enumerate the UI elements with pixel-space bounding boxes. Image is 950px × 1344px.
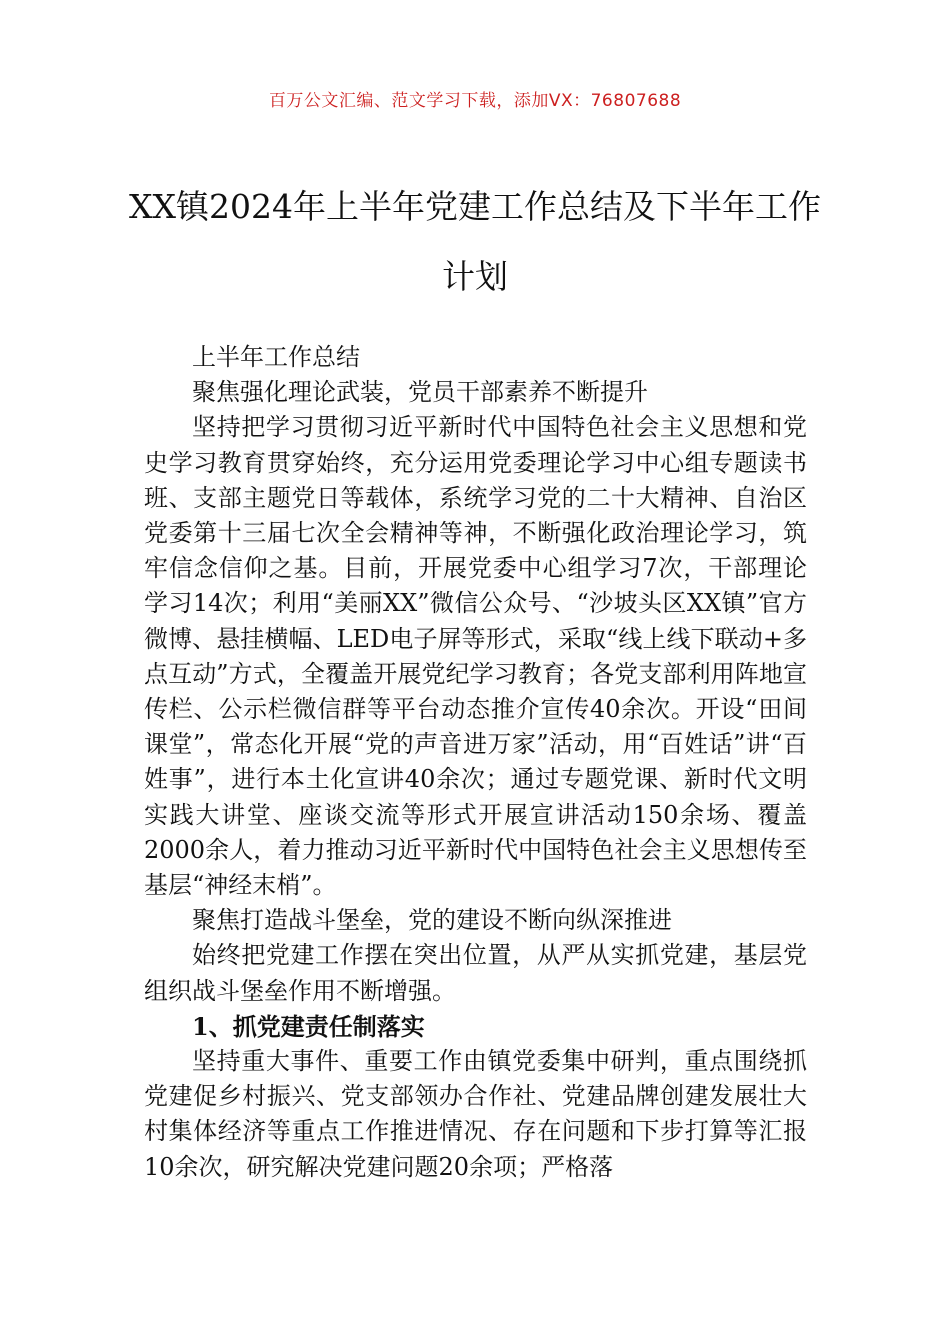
body-paragraph: 始终把党建工作摆在突出位置，从严从实抓党建，基层党组织战斗堡垒作用不断增强。 [144, 941, 807, 1005]
subsection-heading: 聚焦强化理论武装，党员干部素养不断提升 [192, 378, 648, 407]
numbered-heading: 1、抓党建责任制落实 [192, 1011, 425, 1041]
document-title: XX镇2024年上半年党建工作总结及下半年工作计划 [129, 187, 821, 296]
body-paragraph: 坚持重大事件、重要工作由镇党委集中研判，重点围绕抓党建促乡村振兴、党支部领办合作社、党建品牌创建发展壮大村集体经济等重点工作推进情况、存在问题和下步打算等汇报10余次，研究解决党建问题20余项；严格落 [144, 1047, 807, 1181]
section-heading: 上半年工作总结 [192, 343, 360, 371]
document-body [144, 340, 807, 1185]
subsection-heading: 聚焦打造战斗堡垒，党的建设不断向纵深推进 [192, 906, 672, 935]
body-paragraph: 坚持把学习贯彻习近平新时代中国特色社会主义思想和党史学习教育贯穿始终，充分运用党委理论学习中心组专题读书班、支部主题党日等载体，系统学习党的二十大精神、自治区党委第十三届七次全会精神等神，不断强化政治理论学习，筑牢信念信仰之基。目前，开展党委中心组学习7次，干部理论学习14次；利用“美丽XX”微信公众号、“沙坡头区XX镇”官方微博、悬挂横幅、LED电子屏等形式，采取“线上线下联动+多点互动”方式，全覆盖开展党纪学习教育；各党支部利用阵地宣传栏、公示栏微信群等平台动态推介宣传40余次。开设“田间课堂”，常态化开展“党的声音进万家”活动，用“百姓话”讲“百姓事”，进行本土化宣讲40余次；通过专题党课、新时代文明实践大讲堂、座谈交流等形式开展宣讲活动150余场、覆盖2000余人，着力推动习近平新时代中国特色社会主义思想传至基层“神经末梢”。 [144, 413, 807, 900]
watermark-header: 百万公文汇编、范文学习下载，添加VX：76807688 [268, 91, 682, 111]
